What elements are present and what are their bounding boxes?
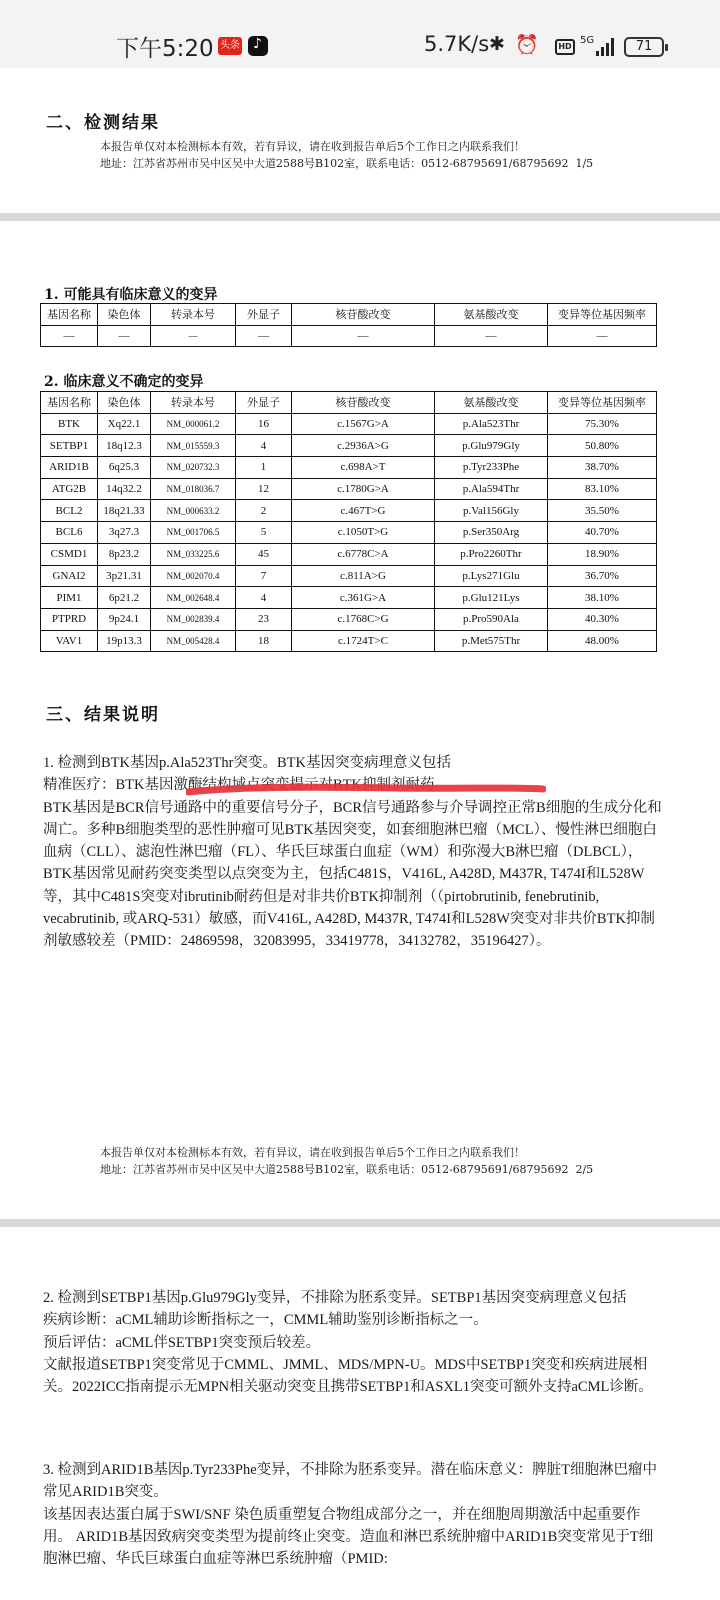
table-cell: p.Lys271Glu: [435, 565, 548, 587]
table1-title: 1. 可能具有临床意义的变异: [44, 287, 218, 303]
table-cell: BTK: [41, 413, 98, 435]
hd-icon: HD: [555, 39, 575, 55]
table-cell: p.Glu121Lys: [435, 587, 548, 609]
table-cell: 14q32.2: [98, 478, 151, 500]
table-cell: c.811A>G: [292, 565, 435, 587]
table-row: [41, 457, 657, 479]
table-row: [41, 413, 657, 435]
table-cell: NM_002839.4: [151, 608, 236, 630]
douyin-icon: [248, 36, 268, 56]
table-cell: 45: [236, 543, 292, 565]
table-row: [41, 500, 657, 522]
page-divider: [0, 1219, 720, 1227]
item2-line: 疾病诊断：aCML辅助诊断指标之一，CMML辅助鉴别诊断指标之一。: [43, 1312, 488, 1329]
table-cell: CSMD1: [41, 543, 98, 565]
table-cell: c.698A>T: [292, 457, 435, 479]
table-cell: p.Ala523Thr: [435, 413, 548, 435]
table-cell: NM_000061.2: [151, 413, 236, 435]
alarm-icon: ⏰: [515, 34, 539, 56]
column-header: 变异等位基因频率: [548, 304, 657, 326]
column-header: 转录本号: [151, 304, 236, 326]
table-cell: 40.70%: [548, 522, 657, 544]
table-cell: 18: [236, 630, 292, 652]
table-row: [41, 325, 657, 347]
status-bar: [0, 0, 720, 68]
footer-address: 地址：江苏省苏州市吴中区吴中大道2588号B102室，联系电话：0512-68795691/68795692 2/5: [100, 1163, 594, 1176]
table-cell: NM_000633.2: [151, 500, 236, 522]
table-cell: 4: [236, 587, 292, 609]
table-row: [41, 435, 657, 457]
table-cell: GNAI2: [41, 565, 98, 587]
footer-notice: 本报告单仅对本检测标本有效，若有异议，请在收到报告单后5个工作日之内联系我们！: [100, 1146, 525, 1159]
table-cell: c.361G>A: [292, 587, 435, 609]
item1-precision-medicine: 精准医疗：BTK基因激酶结构域点突变提示对BTK抑制剂耐药: [43, 777, 435, 794]
page-number: 1/5: [575, 157, 594, 170]
table-row: [41, 565, 657, 587]
table-cell: NM_020732.3: [151, 457, 236, 479]
table-cell: VAV1: [41, 630, 98, 652]
bluetooth-icon: ✱: [489, 33, 505, 55]
table-cell: p.Glu979Gly: [435, 435, 548, 457]
table-cell: 19p13.3: [98, 630, 151, 652]
table-cell: p.Pro2260Thr: [435, 543, 548, 565]
table-cell: 18q12.3: [98, 435, 151, 457]
network-speed: 5.7K/s: [424, 32, 490, 56]
table-cell: c.6778C>A: [292, 543, 435, 565]
table-cell: c.2936A>G: [292, 435, 435, 457]
table-cell: 38.70%: [548, 457, 657, 479]
column-header: 氨基酸改变: [435, 392, 548, 414]
table-cell: NM_015559.3: [151, 435, 236, 457]
table-cell: 83.10%: [548, 478, 657, 500]
table-cell: PTPRD: [41, 608, 98, 630]
item2-line: 预后评估：aCML伴SETBP1突变预后较差。: [43, 1334, 321, 1351]
table-cell: —: [98, 325, 151, 347]
table-cell: ATG2B: [41, 478, 98, 500]
table-cell: —: [151, 325, 236, 347]
table-cell: 48.00%: [548, 630, 657, 652]
table-cell: —: [236, 325, 292, 347]
column-header: 核苷酸改变: [292, 304, 435, 326]
item2-line: 2. 检测到SETBP1基因p.Glu979Gly变异，不排除为胚系变异。SETBP1基因突变病理意义包括: [43, 1290, 627, 1306]
table-cell: c.1780G>A: [292, 478, 435, 500]
setbp1-interpretation: [43, 1287, 663, 1398]
section-title-interpretation: 三、结果说明: [46, 705, 160, 725]
column-header: 基因名称: [41, 304, 98, 326]
table-cell: BCL6: [41, 522, 98, 544]
table-cell: 8p23.2: [98, 543, 151, 565]
item1-heading: 1. 检测到BTK基因p.Ala523Thr突变。BTK基因突变病理意义包括: [43, 755, 451, 771]
table-cell: p.Val156Gly: [435, 500, 548, 522]
table-cell: —: [292, 325, 435, 347]
section-title-results: 二、检测结果: [46, 113, 160, 133]
column-header: 染色体: [98, 392, 151, 414]
page-number: 2/5: [575, 1163, 594, 1176]
table-row: [41, 478, 657, 500]
table-cell: p.Met575Thr: [435, 630, 548, 652]
column-header: 基因名称: [41, 392, 98, 414]
table-header-row: [41, 304, 657, 326]
uncertain-variants-table: [40, 391, 657, 652]
table-cell: NM_005428.4: [151, 630, 236, 652]
table-cell: NM_001706.5: [151, 522, 236, 544]
table-cell: c.467T>G: [292, 500, 435, 522]
table-cell: 16: [236, 413, 292, 435]
table-cell: 18q21.33: [98, 500, 151, 522]
table-cell: p.Ala594Thr: [435, 478, 548, 500]
column-header: 氨基酸改变: [435, 304, 548, 326]
clock: 下午5:20: [116, 36, 214, 62]
column-header: 外显子: [236, 304, 292, 326]
table-cell: SETBP1: [41, 435, 98, 457]
table-cell: c.1567G>A: [292, 413, 435, 435]
signal-icon: [596, 38, 618, 56]
table-cell: Xq22.1: [98, 413, 151, 435]
table-cell: 12: [236, 478, 292, 500]
table-cell: 6q25.3: [98, 457, 151, 479]
table-header-row: [41, 392, 657, 414]
table2-title: 2. 临床意义不确定的变异: [44, 374, 204, 390]
table-row: [41, 587, 657, 609]
table-cell: 7: [236, 565, 292, 587]
table-cell: c.1724T>C: [292, 630, 435, 652]
toutiao-icon: 头条: [218, 37, 242, 55]
footer-notice: 本报告单仅对本检测标本有效，若有异议，请在收到报告单后5个工作日之内联系我们！: [100, 140, 525, 153]
item2-line: 文献报道SETBP1突变常见于CMML、JMML、MDS/MPN-U。MDS中SETBP1突变和疾病进展相关。2022ICC指南提示无MPN相关驱动突变且携带SETBP1和ASXL1突变可额外支持aCML诊断。: [43, 1356, 653, 1396]
table-cell: 38.10%: [548, 587, 657, 609]
table-cell: —: [548, 325, 657, 347]
table-cell: ARID1B: [41, 457, 98, 479]
table-cell: BCL2: [41, 500, 98, 522]
page-divider: [0, 213, 720, 221]
table-cell: p.Pro590Ala: [435, 608, 548, 630]
item3-line: 3. 检测到ARID1B基因p.Tyr233Phe变异，不排除为胚系变异。潜在临床意义：脾脏T细胞淋巴瘤中常见ARID1B突变。: [43, 1462, 658, 1501]
table-cell: c.1050T>G: [292, 522, 435, 544]
table-cell: 40.30%: [548, 608, 657, 630]
table-cell: 2: [236, 500, 292, 522]
arid1b-interpretation: [43, 1459, 663, 1570]
table-cell: p.Ser350Arg: [435, 522, 548, 544]
table-cell: 36.70%: [548, 565, 657, 587]
item1-body: BTK基因是BCR信号通路中的重要信号分子，BCR信号通路参与介导调控正常B细胞的生成分化和凋亡。多种B细胞类型的恶性肿瘤可见BTK基因突变，如套细胞淋巴瘤（MCL）、慢性淋巴细胞白血病（CLL）、滤泡性淋巴瘤（FL）、华氏巨球蛋白血症（WM）和弥漫大B淋巴瘤（DLBCL），BTK基因常见耐药突变类型以点突变为主，包括C481S，V416L, A428D, M437R, T474I和L528W等，其中C481S突变对ibrutinib耐药但是对非共价BTK抑制剂（（pirtobrutinib, fenebrutinib, vecabrutinib, 或ARQ-531）敏感，而V416L, A428D, M437R, T474I和L528W突变对非共价BTK抑制剂敏感较差（PMID：24869598，32083995，33419778，34132782，35196427）。: [43, 799, 662, 950]
table-cell: PIM1: [41, 587, 98, 609]
network-type-icon: 5G: [580, 35, 595, 46]
table-cell: NM_033225.6: [151, 543, 236, 565]
table-cell: 6p21.2: [98, 587, 151, 609]
table-cell: 35.50%: [548, 500, 657, 522]
table-cell: 3q27.3: [98, 522, 151, 544]
red-highlight-stroke: [186, 783, 546, 797]
significant-variants-table: [40, 303, 657, 347]
battery-icon: 71: [624, 37, 664, 57]
column-header: 转录本号: [151, 392, 236, 414]
table-cell: NM_002648.4: [151, 587, 236, 609]
item3-line: 该基因表达蛋白属于SWI/SNF 染色质重塑复合物组成部分之一，并在细胞周期激活中起重要作用。 ARID1B基因致病突变类型为提前终止突变。造血和淋巴系统肿瘤中ARID1B突变常见于T细胞淋巴瘤、华氏巨球蛋白血症等淋巴系统肿瘤（PMID:: [43, 1506, 654, 1568]
column-header: 核苷酸改变: [292, 392, 435, 414]
column-header: 变异等位基因频率: [548, 392, 657, 414]
table-cell: 50.80%: [548, 435, 657, 457]
table-cell: 23: [236, 608, 292, 630]
table-cell: 75.30%: [548, 413, 657, 435]
table-cell: 5: [236, 522, 292, 544]
table-cell: 9p24.1: [98, 608, 151, 630]
table-cell: 18.90%: [548, 543, 657, 565]
table-row: [41, 630, 657, 652]
table-row: [41, 522, 657, 544]
column-header: 染色体: [98, 304, 151, 326]
table-row: [41, 608, 657, 630]
table-cell: c.1768C>G: [292, 608, 435, 630]
table-cell: NM_002070.4: [151, 565, 236, 587]
column-header: 外显子: [236, 392, 292, 414]
table-cell: —: [41, 325, 98, 347]
table-cell: 4: [236, 435, 292, 457]
table-cell: 1: [236, 457, 292, 479]
table-row: [41, 543, 657, 565]
table-cell: NM_018036.7: [151, 478, 236, 500]
table-cell: —: [435, 325, 548, 347]
footer-address: 地址：江苏省苏州市吴中区吴中大道2588号B102室，联系电话：0512-68795691/68795692 1/5: [100, 157, 594, 170]
table-cell: p.Tyr233Phe: [435, 457, 548, 479]
table-cell: 3p21.31: [98, 565, 151, 587]
